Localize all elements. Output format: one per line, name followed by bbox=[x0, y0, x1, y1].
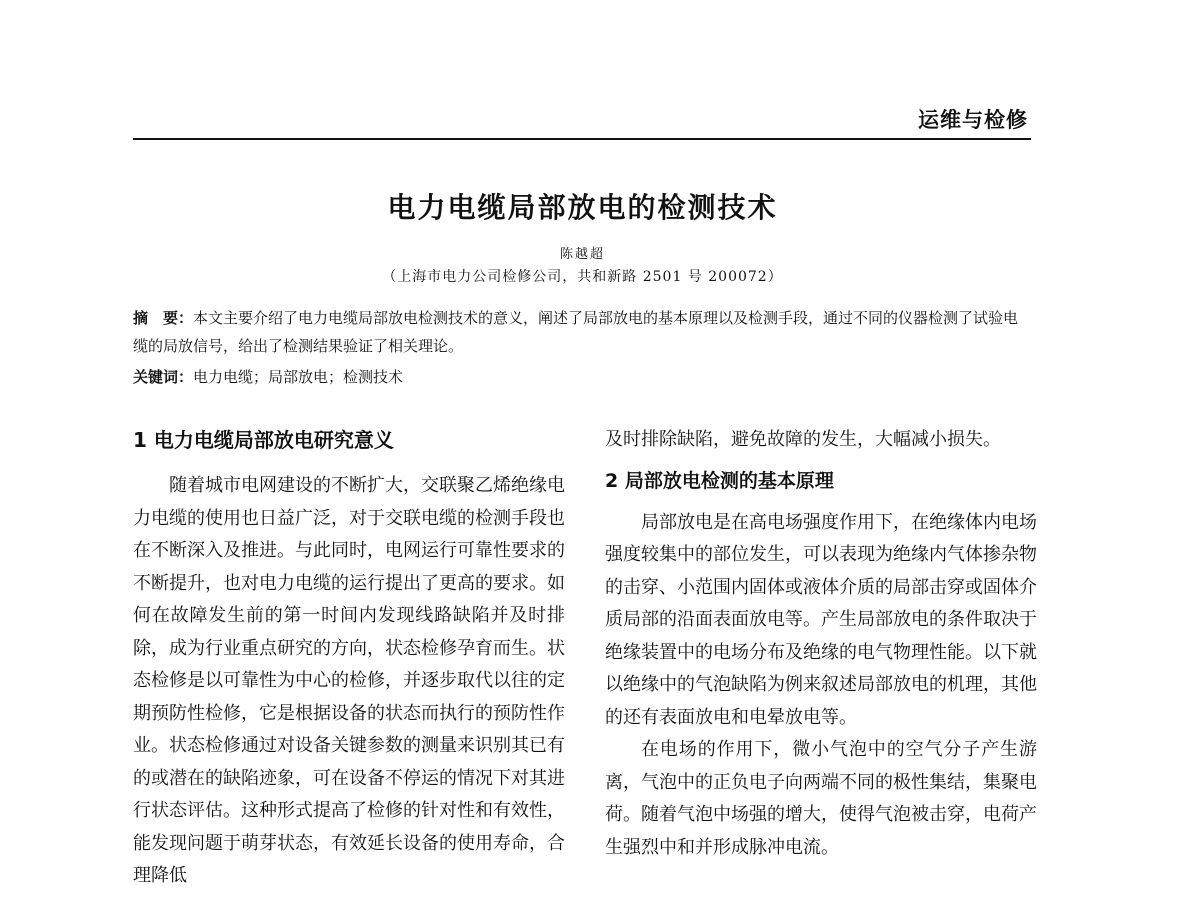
section-2-heading: 2 局部放电检测的基本原理 bbox=[605, 469, 834, 492]
right-column bbox=[605, 424, 1037, 864]
left-column bbox=[133, 424, 565, 893]
journal-section-label: 运维与检修 bbox=[918, 108, 1028, 132]
keywords bbox=[133, 365, 1033, 389]
section-2-paragraph-2: 在电场的作用下，微小气泡中的空气分子产生游离，气泡中的正负电子向两端不同的极性集结，集聚电荷。随着气泡中场强的增大，使得气泡被击穿，电荷产生强烈中和并形成脉冲电流。 bbox=[605, 739, 1037, 858]
keywords-text: 电力电缆；局部放电；检测技术 bbox=[193, 368, 404, 386]
keywords-label: 关键词： bbox=[133, 368, 194, 386]
header-rule bbox=[133, 138, 1031, 140]
section-2-paragraph-1: 局部放电是在高电场强度作用下，在绝缘体内电场强度较集中的部位发生，可以表现为绝缘内气体掺杂物的击穿、小范围内固体或液体介质的局部击穿或固体介质局部的沿面表面放电等。产生局部放电的条件取决于绝缘装置中的电场分布及绝缘的电气物理性能。以下就以绝缘中的气泡缺陷为例来叙述局部放电的机理，其他的还有表面放电和电晕放电等。 bbox=[605, 511, 1037, 728]
abstract bbox=[133, 304, 1033, 360]
paper-title: 电力电缆局部放电的检测技术 bbox=[387, 191, 778, 224]
section-1-paragraph: 随着城市电网建设的不断扩大，交联聚乙烯绝缘电力电缆的使用也日益广泛，对于交联电缆的检测手段也在不断深入及推进。与此同时，电网运行可靠性要求的不断提升，也对电力电缆的运行提出了更高的要求。如何在故障发生前的第一时间内发现线路缺陷并及时排除，成为行业重点研究的方向，状态检修孕育而生。状态检修是以可靠性为中心的检修，并逐步取代以往的定期预防性检修，它是根据设备的状态而执行的预防性作业。状态检修通过对设备关键参数的测量来识别其已有的或潜在的缺陷迹象，可在设备不停运的情况下对其进行状态评估。这种形式提高了检修的针对性和有效性，能发现问题于萌芽状态，有效延长设备的使用寿命，合理降低 bbox=[133, 475, 565, 886]
section-1-continued-text: 及时排除缺陷，避免故障的发生，大幅减小损失。 bbox=[605, 429, 1001, 450]
paper-author: 陈越超 bbox=[559, 247, 605, 262]
abstract-text: 本文主要介绍了电力电缆局部放电检测技术的意义，阐述了局部放电的基本原理以及检测手段，通过不同的仪器检测了试验电缆的局放信号，给出了检测结果验证了相关理论。 bbox=[133, 309, 1019, 355]
paper-affiliation: （上海市电力公司检修公司，共和新路 2501 号 200072） bbox=[382, 269, 783, 285]
abstract-label: 摘 要： bbox=[133, 309, 194, 327]
section-1-heading: 1 电力电缆局部放电研究意义 bbox=[133, 428, 394, 452]
